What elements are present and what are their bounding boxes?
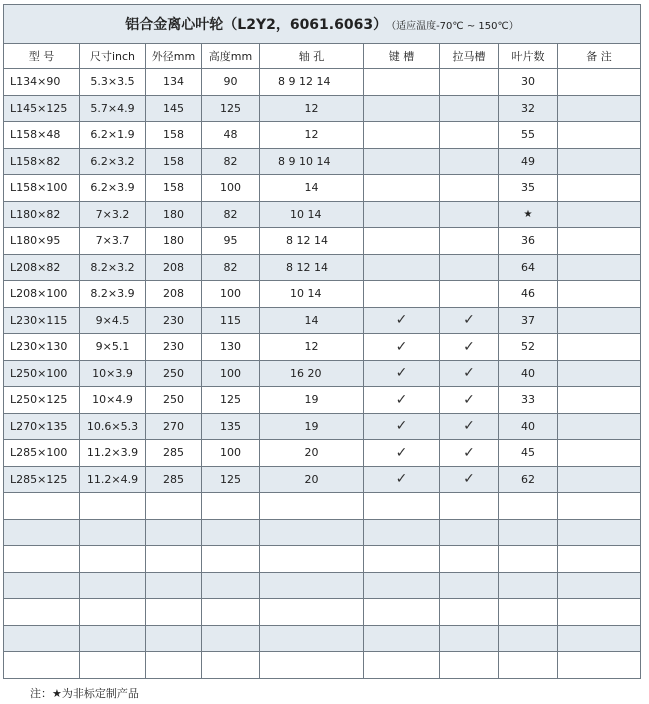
empty-cell	[202, 519, 260, 546]
cell-shaft-hole: 19	[260, 387, 364, 414]
cell-keyway	[364, 281, 440, 308]
empty-cell	[202, 493, 260, 520]
cell-shaft-hole: 14	[260, 307, 364, 334]
cell-diameter: 208	[146, 281, 202, 308]
table-row	[4, 307, 641, 334]
cell-size: 5.7×4.9	[80, 95, 146, 122]
empty-cell	[499, 652, 558, 679]
empty-cell	[558, 519, 641, 546]
empty-cell	[558, 652, 641, 679]
cell-shaft-hole: 12	[260, 122, 364, 149]
cell-height: 125	[202, 466, 260, 493]
cell-remark	[558, 466, 641, 493]
cell-puller-groove: ✓	[440, 440, 499, 467]
empty-cell	[260, 652, 364, 679]
cell-height: 125	[202, 387, 260, 414]
cell-puller-groove	[440, 69, 499, 96]
cell-size: 8.2×3.2	[80, 254, 146, 281]
cell-height: 100	[202, 281, 260, 308]
table-row	[4, 360, 641, 387]
empty-cell	[440, 572, 499, 599]
cell-model: L158×100	[4, 175, 80, 202]
table-row	[4, 69, 641, 96]
cell-blade-count: 30	[499, 69, 558, 96]
table-row	[4, 334, 641, 361]
cell-diameter: 230	[146, 334, 202, 361]
cell-model: L230×130	[4, 334, 80, 361]
header-shaft-hole: 轴 孔	[260, 44, 364, 69]
cell-keyway	[364, 148, 440, 175]
empty-cell	[202, 546, 260, 573]
cell-size: 9×4.5	[80, 307, 146, 334]
cell-puller-groove: ✓	[440, 413, 499, 440]
cell-keyway	[364, 175, 440, 202]
empty-cell	[146, 652, 202, 679]
empty-cell	[558, 546, 641, 573]
cell-remark	[558, 122, 641, 149]
cell-keyway	[364, 122, 440, 149]
cell-model: L145×125	[4, 95, 80, 122]
cell-size: 5.3×3.5	[80, 69, 146, 96]
cell-blade-count: 40	[499, 413, 558, 440]
cell-diameter: 250	[146, 360, 202, 387]
empty-cell	[4, 572, 80, 599]
empty-cell	[146, 572, 202, 599]
cell-shaft-hole: 20	[260, 466, 364, 493]
cell-puller-groove	[440, 281, 499, 308]
empty-cell	[440, 652, 499, 679]
cell-model: L270×135	[4, 413, 80, 440]
cell-keyway	[364, 69, 440, 96]
empty-row	[4, 493, 641, 520]
table-row	[4, 122, 641, 149]
cell-shaft-hole: 12	[260, 334, 364, 361]
cell-diameter: 145	[146, 95, 202, 122]
cell-keyway	[364, 254, 440, 281]
cell-shaft-hole: 8 9 10 14	[260, 148, 364, 175]
cell-diameter: 180	[146, 228, 202, 255]
empty-cell	[4, 625, 80, 652]
cell-remark	[558, 440, 641, 467]
cell-blade-count: 62	[499, 466, 558, 493]
empty-row	[4, 519, 641, 546]
empty-cell	[440, 599, 499, 626]
cell-diameter: 270	[146, 413, 202, 440]
cell-blade-count: 46	[499, 281, 558, 308]
cell-model: L208×82	[4, 254, 80, 281]
cell-shaft-hole: 8 9 12 14	[260, 69, 364, 96]
table-subtitle: （适应温度-70℃ ~ 150℃）	[391, 21, 519, 32]
empty-cell	[80, 519, 146, 546]
empty-cell	[260, 599, 364, 626]
empty-cell	[80, 652, 146, 679]
empty-cell	[440, 519, 499, 546]
header-diameter: 外径mm	[146, 44, 202, 69]
cell-shaft-hole: 8 12 14	[260, 228, 364, 255]
cell-diameter: 285	[146, 466, 202, 493]
empty-row	[4, 652, 641, 679]
empty-cell	[499, 599, 558, 626]
cell-keyway: ✓	[364, 334, 440, 361]
cell-remark	[558, 201, 641, 228]
cell-size: 11.2×4.9	[80, 466, 146, 493]
empty-cell	[440, 546, 499, 573]
cell-size: 6.2×3.9	[80, 175, 146, 202]
cell-blade-count: 49	[499, 148, 558, 175]
cell-puller-groove	[440, 254, 499, 281]
cell-remark	[558, 360, 641, 387]
table-title: 铝合金离心叶轮（L2Y2，6061.6063）	[125, 17, 388, 33]
cell-blade-count: 35	[499, 175, 558, 202]
header-keyway: 键 槽	[364, 44, 440, 69]
cell-shaft-hole: 14	[260, 175, 364, 202]
cell-remark	[558, 281, 641, 308]
table-row	[4, 201, 641, 228]
empty-cell	[80, 546, 146, 573]
empty-cell	[4, 599, 80, 626]
cell-diameter: 250	[146, 387, 202, 414]
cell-size: 11.2×3.9	[80, 440, 146, 467]
empty-cell	[499, 546, 558, 573]
table-row	[4, 413, 641, 440]
cell-shaft-hole: 8 12 14	[260, 254, 364, 281]
cell-puller-groove	[440, 148, 499, 175]
cell-blade-count: 52	[499, 334, 558, 361]
empty-cell	[364, 493, 440, 520]
empty-cell	[260, 493, 364, 520]
cell-keyway: ✓	[364, 440, 440, 467]
cell-height: 82	[202, 201, 260, 228]
cell-diameter: 230	[146, 307, 202, 334]
cell-remark	[558, 387, 641, 414]
cell-puller-groove: ✓	[440, 360, 499, 387]
empty-cell	[260, 572, 364, 599]
header-height: 高度mm	[202, 44, 260, 69]
cell-keyway: ✓	[364, 413, 440, 440]
table-row	[4, 228, 641, 255]
empty-cell	[202, 599, 260, 626]
header-blade-count: 叶片数	[499, 44, 558, 69]
empty-cell	[558, 572, 641, 599]
header-size: 尺寸inch	[80, 44, 146, 69]
cell-size: 10×4.9	[80, 387, 146, 414]
cell-blade-count: 64	[499, 254, 558, 281]
cell-model: L285×125	[4, 466, 80, 493]
cell-height: 95	[202, 228, 260, 255]
cell-blade-count: 55	[499, 122, 558, 149]
empty-cell	[4, 493, 80, 520]
empty-row	[4, 625, 641, 652]
cell-remark	[558, 413, 641, 440]
cell-shaft-hole: 16 20	[260, 360, 364, 387]
cell-puller-groove	[440, 95, 499, 122]
cell-diameter: 158	[146, 122, 202, 149]
cell-remark	[558, 334, 641, 361]
cell-shaft-hole: 12	[260, 95, 364, 122]
empty-cell	[558, 599, 641, 626]
empty-cell	[364, 625, 440, 652]
empty-cell	[364, 652, 440, 679]
cell-height: 115	[202, 307, 260, 334]
cell-model: L134×90	[4, 69, 80, 96]
empty-cell	[202, 652, 260, 679]
cell-model: L158×82	[4, 148, 80, 175]
header-row	[4, 44, 641, 69]
cell-remark	[558, 307, 641, 334]
empty-cell	[499, 493, 558, 520]
product-table	[3, 4, 641, 679]
cell-remark	[558, 95, 641, 122]
cell-keyway: ✓	[364, 466, 440, 493]
table-row	[4, 281, 641, 308]
cell-size: 10×3.9	[80, 360, 146, 387]
cell-blade-count: ★	[499, 201, 558, 228]
empty-cell	[364, 519, 440, 546]
empty-row	[4, 546, 641, 573]
cell-blade-count: 33	[499, 387, 558, 414]
cell-size: 7×3.7	[80, 228, 146, 255]
cell-puller-groove	[440, 175, 499, 202]
cell-size: 6.2×1.9	[80, 122, 146, 149]
empty-cell	[80, 572, 146, 599]
cell-size: 6.2×3.2	[80, 148, 146, 175]
empty-cell	[4, 546, 80, 573]
empty-cell	[80, 493, 146, 520]
cell-diameter: 285	[146, 440, 202, 467]
cell-height: 82	[202, 254, 260, 281]
cell-blade-count: 37	[499, 307, 558, 334]
cell-size: 10.6×5.3	[80, 413, 146, 440]
cell-height: 130	[202, 334, 260, 361]
empty-cell	[499, 625, 558, 652]
empty-row	[4, 572, 641, 599]
empty-cell	[202, 572, 260, 599]
empty-cell	[499, 519, 558, 546]
table-row	[4, 175, 641, 202]
cell-keyway	[364, 228, 440, 255]
cell-puller-groove: ✓	[440, 466, 499, 493]
empty-cell	[146, 625, 202, 652]
cell-remark	[558, 175, 641, 202]
cell-height: 48	[202, 122, 260, 149]
cell-shaft-hole: 19	[260, 413, 364, 440]
empty-cell	[558, 493, 641, 520]
empty-cell	[440, 493, 499, 520]
cell-remark	[558, 69, 641, 96]
empty-cell	[146, 493, 202, 520]
header-model: 型 号	[4, 44, 80, 69]
cell-blade-count: 40	[499, 360, 558, 387]
cell-blade-count: 45	[499, 440, 558, 467]
cell-shaft-hole: 10 14	[260, 281, 364, 308]
cell-height: 125	[202, 95, 260, 122]
cell-puller-groove: ✓	[440, 307, 499, 334]
cell-puller-groove: ✓	[440, 334, 499, 361]
table-row	[4, 440, 641, 467]
cell-model: L158×48	[4, 122, 80, 149]
cell-puller-groove	[440, 122, 499, 149]
cell-diameter: 180	[146, 201, 202, 228]
cell-remark	[558, 148, 641, 175]
cell-model: L208×100	[4, 281, 80, 308]
empty-row	[4, 599, 641, 626]
cell-keyway: ✓	[364, 387, 440, 414]
empty-cell	[558, 625, 641, 652]
table-row	[4, 95, 641, 122]
cell-model: L180×95	[4, 228, 80, 255]
cell-puller-groove: ✓	[440, 387, 499, 414]
empty-cell	[440, 625, 499, 652]
cell-remark	[558, 254, 641, 281]
cell-height: 100	[202, 360, 260, 387]
table-row	[4, 387, 641, 414]
cell-blade-count: 36	[499, 228, 558, 255]
table-title-cell	[4, 5, 641, 44]
cell-puller-groove	[440, 201, 499, 228]
empty-cell	[4, 519, 80, 546]
cell-keyway	[364, 95, 440, 122]
empty-cell	[146, 546, 202, 573]
cell-shaft-hole: 20	[260, 440, 364, 467]
empty-cell	[260, 625, 364, 652]
table-row	[4, 466, 641, 493]
cell-diameter: 134	[146, 69, 202, 96]
empty-cell	[202, 625, 260, 652]
header-remark: 备 注	[558, 44, 641, 69]
empty-cell	[364, 546, 440, 573]
cell-keyway	[364, 201, 440, 228]
header-puller-groove: 拉马槽	[440, 44, 499, 69]
cell-model: L250×100	[4, 360, 80, 387]
cell-model: L230×115	[4, 307, 80, 334]
empty-cell	[260, 546, 364, 573]
empty-cell	[499, 572, 558, 599]
cell-height: 82	[202, 148, 260, 175]
empty-cell	[146, 599, 202, 626]
cell-puller-groove	[440, 228, 499, 255]
cell-remark	[558, 228, 641, 255]
cell-diameter: 208	[146, 254, 202, 281]
cell-height: 100	[202, 440, 260, 467]
cell-blade-count: 32	[499, 95, 558, 122]
title-row	[4, 5, 641, 44]
cell-keyway: ✓	[364, 360, 440, 387]
cell-diameter: 158	[146, 148, 202, 175]
cell-model: L180×82	[4, 201, 80, 228]
cell-height: 135	[202, 413, 260, 440]
cell-shaft-hole: 10 14	[260, 201, 364, 228]
cell-height: 90	[202, 69, 260, 96]
cell-size: 7×3.2	[80, 201, 146, 228]
cell-height: 100	[202, 175, 260, 202]
cell-size: 9×5.1	[80, 334, 146, 361]
cell-model: L250×125	[4, 387, 80, 414]
empty-cell	[80, 599, 146, 626]
empty-cell	[80, 625, 146, 652]
table-row	[4, 254, 641, 281]
empty-cell	[260, 519, 364, 546]
cell-size: 8.2×3.9	[80, 281, 146, 308]
cell-diameter: 158	[146, 175, 202, 202]
table-row	[4, 148, 641, 175]
footnote: 注：★为非标定制产品	[30, 687, 139, 700]
cell-keyway: ✓	[364, 307, 440, 334]
cell-model: L285×100	[4, 440, 80, 467]
empty-cell	[364, 572, 440, 599]
empty-cell	[364, 599, 440, 626]
empty-cell	[146, 519, 202, 546]
empty-cell	[4, 652, 80, 679]
